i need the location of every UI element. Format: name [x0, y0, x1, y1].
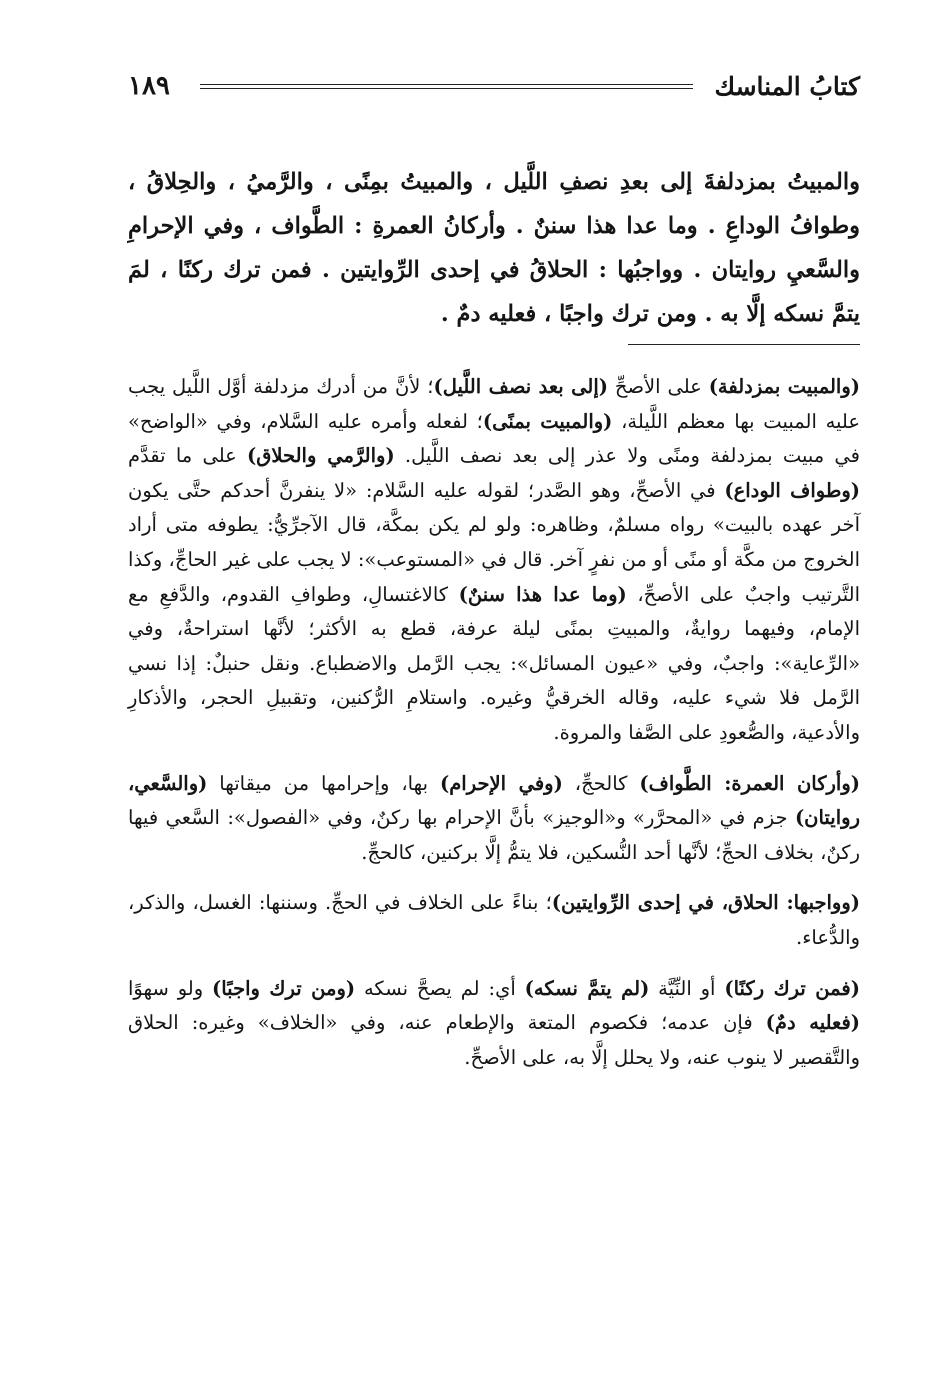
quoted-matn: (فعليه دمٌ) — [765, 1011, 860, 1035]
quoted-matn: (فمن ترك ركنًا) — [724, 976, 860, 1000]
commentary-text: ؛ بناءً على الخلاف في الحجِّ. وسننها: الغسل، والذكر، والدُّعاء. — [128, 891, 860, 949]
commentary-text: ؛ لفعله وأمره عليه السَّلام، وفي «الواضح» في مبيت بمزدلفة ومنًى ولا عذر إلى بعد نصف اللَّيل. — [128, 409, 860, 468]
commentary-text: أي: لم يصحَّ نسكه — [355, 976, 525, 1000]
commentary-text: كالاغتسالِ، وطوافِ القدوم، والدَّفعِ مع الإمام، وفيهما روايةٌ، والمبيتِ بمنًى ليلة عرفة، قطع به الأكثر؛ لأنَّها استراحةٌ، وفي «الرِّعاية»: واجبٌ، وفي «عيون المسائل»: يجب الرَّمل والاضطباع. ونقل حنبلٌ: إذا نسي الرَّمل فلا شيء عليه، وقاله الخرقيُّ وغيره. واستلامِ الرُّكنين، وتقبيلِ الحجر، والأذكارِ والأدعية، والصُّعودِ على الصَّفا والمروة. — [128, 582, 860, 744]
quoted-matn: (والرَّمي والحلاق) — [247, 444, 395, 468]
header-rule — [200, 84, 693, 89]
quoted-matn: (والمبيت بمنًى) — [482, 409, 613, 433]
commentary-text: ولو سهوًا — [128, 976, 213, 1000]
quoted-matn: (وما عدا هذا سننٌ) — [458, 582, 627, 606]
quoted-matn: (إلى بعد نصف اللَّيل) — [433, 375, 609, 398]
quoted-matn: (وطواف الوداع) — [724, 478, 860, 502]
page-number: ١٨٩ — [128, 71, 170, 101]
commentary-paragraph — [128, 886, 860, 955]
quoted-matn: (وأركان العمرة: الطَّواف) — [639, 771, 860, 795]
matn-text: والمبيتُ بمزدلفةَ إلى بعدِ نصفِ اللَّيل ، والمبيتُ بمِنًى ، والرَّميُ ، والحِلاقُ ، وطوافُ الوداعِ . وما عدا هذا سننٌ . وأركانُ العمرةِ : الطَّواف ، وفي الإحرامِ والسَّعيِ روايتان . وواجبُها : الحلاقُ في إحدى الرِّوايتين . فمن ترك ركنًا ، لمَ يتمَّ نسكه إلَّا به . ومن ترك واجبًا ، فعليه دمٌ . — [128, 169, 860, 327]
commentary-text: كالحجِّ، — [562, 771, 640, 795]
quoted-matn: (والمبيت بمزدلفة) — [708, 375, 860, 398]
commentary-paragraph — [128, 370, 860, 751]
commentary — [128, 370, 860, 1091]
footnote-separator — [628, 344, 860, 345]
commentary-text: على ما تقدَّم — [128, 444, 248, 468]
commentary-paragraph — [128, 972, 860, 1076]
quoted-matn: (والسَّعي، روايتان) — [128, 771, 860, 830]
commentary-text: في الأصحِّ، وهو الصَّدر؛ لقوله عليه السَّلام: «لا ينفرنَّ أحدكم حتَّى يكون آخر عهده بالبيت» رواه مسلمٌ، وظاهره: ولو لم يكن بمكَّة، قال الآجرِّيُّ: يطوفه متى أراد الخروج من مكَّة أو منًى أو من نفرٍ آخر. قال في «المستوعب»: لا يجب على غير الحاجِّ، وكذا التَّرتيب واجبٌ على الأصحِّ، — [128, 478, 861, 606]
commentary-text: بها، وإحرامها من ميقاتها — [207, 771, 440, 795]
quoted-matn: (ومن ترك واجبًا) — [212, 976, 356, 1000]
commentary-text: أو النِّيَّة — [649, 976, 725, 1000]
commentary-text: جزم في «المحرَّر» و«الوجيز» بأنَّ الإحرام بها ركنٌ، وفي «الفصول»: السَّعي فيها ركنٌ، بخلاف الحجِّ؛ لأنَّها أحد النُّسكين، فلا يتمُّ إلَّا بركنين، كالحجِّ. — [128, 806, 860, 864]
commentary-paragraph — [128, 767, 860, 871]
quoted-matn: (وواجبها: الحلاق، في إحدى الرِّوايتين) — [551, 891, 860, 915]
commentary-text: على الأصحِّ — [608, 375, 709, 398]
quoted-matn: (لم يتمَّ نسكه) — [524, 976, 650, 1000]
quoted-matn: (وفي الإحرام) — [440, 771, 563, 795]
commentary-text: فإن عدمه؛ فكصوم المتعة والإطعام عنه، وفي «الخلاف» وغيره: الحلاق والتَّقصير لا ينوب عنه، ولا يحلل إلَّا به، على الأصحِّ. — [128, 1011, 860, 1069]
commentary-text: ؛ لأنَّ من أدرك مزدلفة أوَّل اللَّيل يجب عليه المبيت بها معظم اللَّيلة، — [128, 375, 860, 433]
running-header — [128, 62, 860, 110]
book-title: كتابُ المناسك — [714, 71, 860, 101]
